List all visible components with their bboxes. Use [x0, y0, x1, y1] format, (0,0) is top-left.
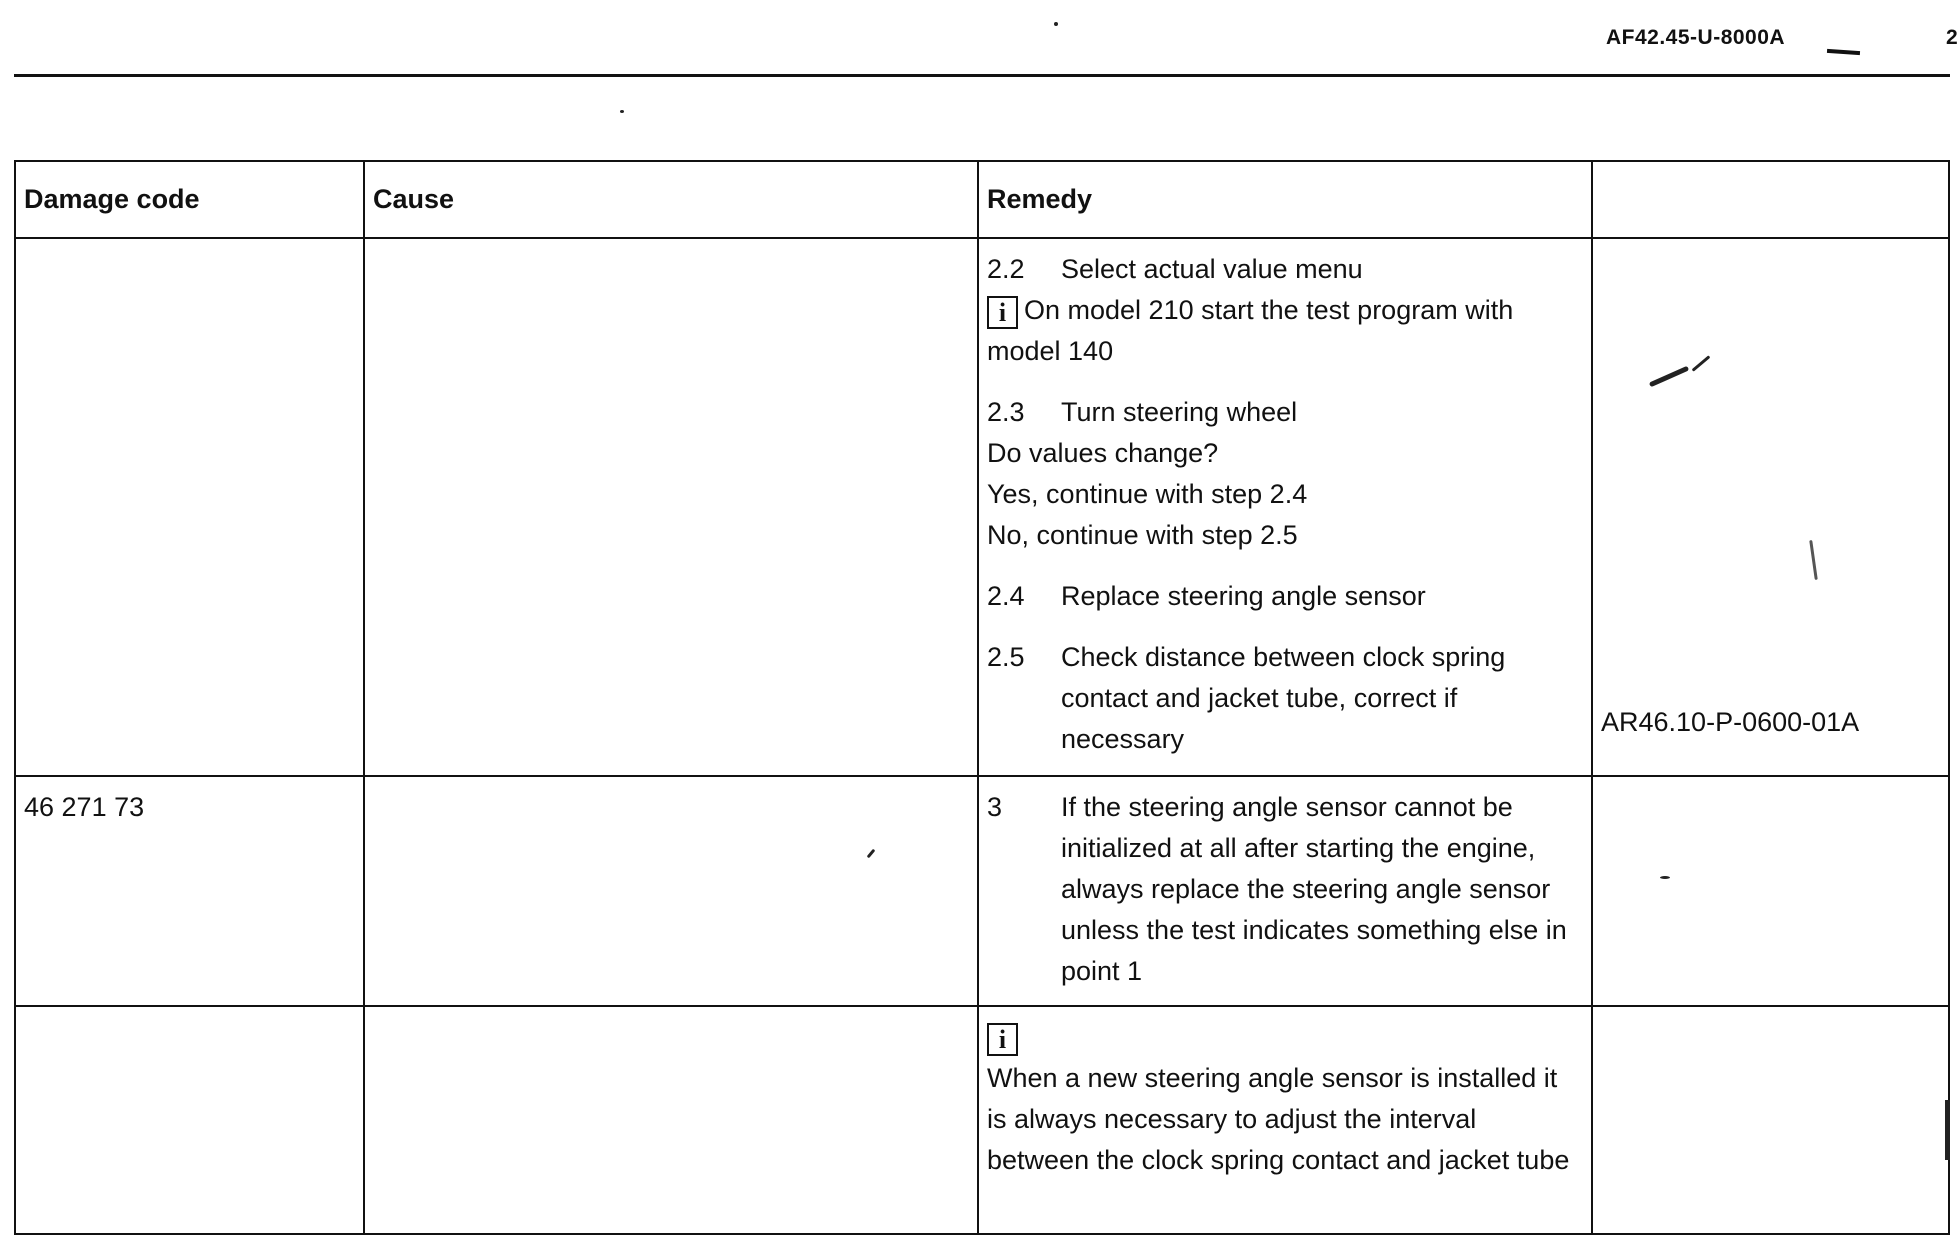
column-header-cause: Cause	[364, 161, 978, 238]
info-text: When a new steering angle sensor is installed it is always necessary to adjust the interval between the clock spring contact and jacket tube	[987, 1063, 1570, 1175]
scan-speck	[1945, 1100, 1950, 1160]
page-number: 2	[1946, 26, 1958, 49]
table-row	[15, 776, 1949, 1006]
scan-speck	[1054, 22, 1058, 26]
step-number: 2.4	[987, 581, 1025, 611]
step-text: Turn steering wheel	[1061, 397, 1298, 427]
remedy-step	[987, 392, 1583, 433]
step-text: Replace steering angle sensor	[1061, 581, 1426, 611]
cause-cell	[364, 1006, 978, 1234]
page-header	[14, 0, 1958, 77]
remedy-cell	[978, 1006, 1592, 1234]
question-text: Do values change?	[987, 438, 1219, 468]
step-number: 2.2	[987, 254, 1025, 284]
column-header-reference	[1592, 161, 1949, 238]
info-note	[987, 290, 1583, 372]
remedy-cell	[978, 776, 1592, 1006]
reference-cell	[1592, 1006, 1949, 1234]
step-text: Check distance between clock spring contact and jacket tube, correct if necessary	[1061, 642, 1506, 754]
info-box-icon: i	[987, 296, 1018, 329]
cause-cell	[364, 776, 978, 1006]
reference-cell	[1592, 238, 1949, 776]
cause-cell	[364, 238, 978, 776]
table-row	[15, 1006, 1949, 1234]
damage-code-cell	[15, 238, 364, 776]
no-branch-text: No, continue with step 2.5	[987, 520, 1298, 550]
info-note-text: On model 210 start the test program with model 140	[987, 295, 1514, 366]
reference-document-id: AR46.10-P-0600-01A	[1601, 707, 1860, 737]
step-number: 2.5	[987, 642, 1025, 672]
damage-code-cell: 46 271 73	[15, 776, 364, 1006]
damage-code-cell	[15, 1006, 364, 1234]
step-text: Select actual value menu	[1061, 254, 1363, 284]
column-header-damage-code: Damage code	[15, 161, 364, 238]
table-row	[15, 238, 1949, 776]
table-header-row	[15, 161, 1949, 238]
info-box-icon: i	[987, 1023, 1018, 1056]
step-number: 3	[987, 792, 1003, 822]
scan-speck	[1660, 876, 1670, 879]
remedy-step	[987, 576, 1583, 617]
damage-code-table	[14, 160, 1950, 1235]
remedy-step	[987, 787, 1583, 992]
scan-speck	[620, 110, 624, 113]
remedy-cell	[978, 238, 1592, 776]
step-text: If the steering angle sensor cannot be initialized at all after starting the engine, always replace the steering angle sensor unless the test indicates something else in point 1	[1061, 792, 1567, 986]
reference-cell	[1592, 776, 1949, 1006]
pen-mark	[1827, 49, 1860, 55]
remedy-step	[987, 637, 1583, 760]
remedy-step	[987, 249, 1583, 290]
info-marker	[987, 1017, 1583, 1058]
document-id: AF42.45-U-8000A	[1606, 26, 1786, 49]
yes-branch-text: Yes, continue with step 2.4	[987, 479, 1308, 509]
column-header-remedy: Remedy	[978, 161, 1592, 238]
step-number: 2.3	[987, 397, 1025, 427]
